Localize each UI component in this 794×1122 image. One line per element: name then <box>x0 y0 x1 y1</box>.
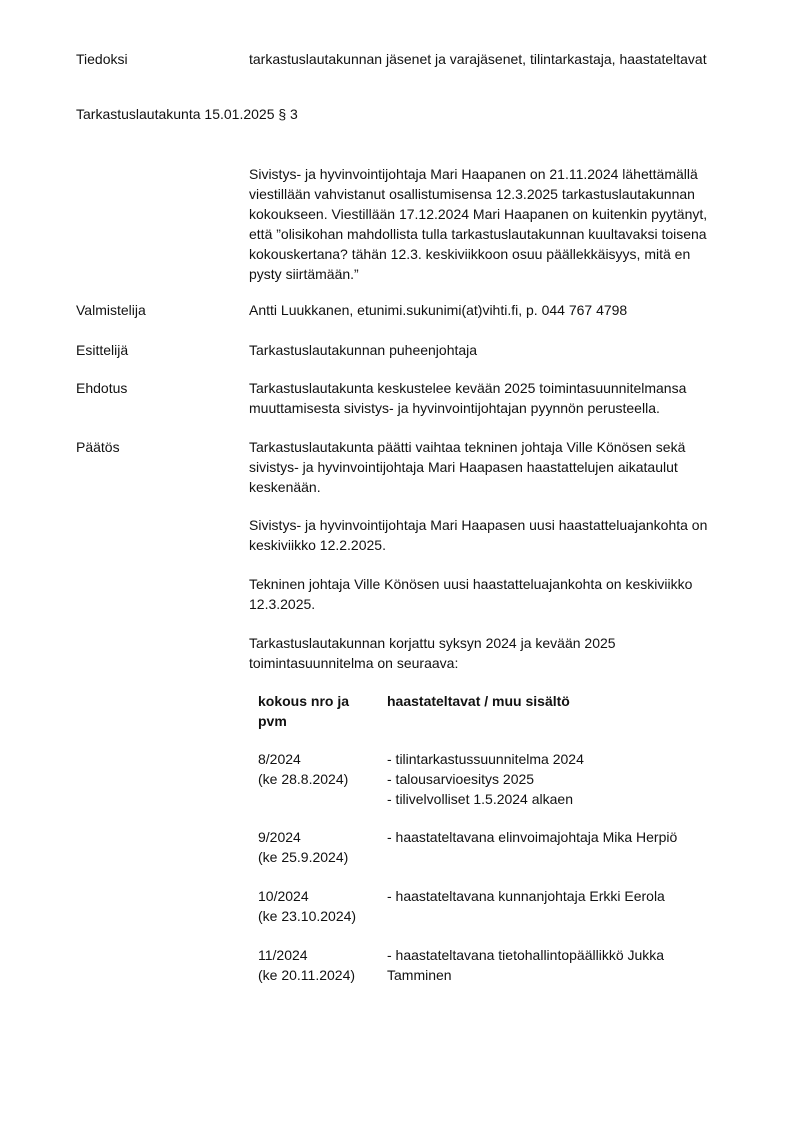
paatos-line: Tarkastuslautakunnan korjattu syksyn 2024 ja kevään 2025 <box>249 635 616 651</box>
schedule-header-meeting <box>258 691 378 731</box>
meeting-cell <box>258 945 378 985</box>
meeting-reference-text: Tarkastuslautakunta 15.01.2025 § 3 <box>76 106 298 122</box>
meeting-number: 8/2024 <box>258 751 301 767</box>
content-cell <box>387 886 727 906</box>
intro-paragraph <box>249 164 744 284</box>
meeting-number: 11/2024 <box>258 947 308 963</box>
header-text: kokous nro ja <box>258 693 350 709</box>
meeting-number: 9/2024 <box>258 829 301 845</box>
content-item: - tilivelvolliset 1.5.2024 alkaen <box>387 791 573 807</box>
paatos-line: keskiviikko 12.2.2025. <box>249 537 386 553</box>
meeting-cell <box>258 886 378 926</box>
paatos-paragraph-1 <box>249 437 744 497</box>
content-item: Tamminen <box>387 967 452 983</box>
paatos-label: Päätös <box>76 439 120 455</box>
paatos-line: 12.3.2025. <box>249 596 316 612</box>
paatos-line: toimintasuunnitelma on seuraava: <box>249 655 459 671</box>
content-item: - haastateltavana elinvoimajohtaja Mika Herpiö <box>387 829 678 845</box>
ehdotus-line: muuttamisesta sivistys- ja hyvinvointijohtajan pyynnön perusteella. <box>249 400 660 416</box>
content-cell <box>387 945 727 985</box>
valmistelija-text: Antti Luukkanen, etunimi.sukunimi(at)vihti.fi, p. 044 767 4798 <box>249 302 628 318</box>
intro-line: kokouskertana? tähän 12.3. keskiviikkoon osuu päällekkäisyys, mitä en <box>249 246 691 262</box>
content-item: - haastateltavana kunnanjohtaja Erkki Eerola <box>387 888 665 904</box>
paatos-line: Tekninen johtaja Ville Könösen uusi haastatteluajankohta on keskiviikko <box>249 576 693 592</box>
valmistelija-label: Valmistelija <box>76 302 146 318</box>
paatos-line: Sivistys- ja hyvinvointijohtaja Mari Haapasen uusi haastatteluajankohta on <box>249 517 708 533</box>
ehdotus-text <box>249 378 744 418</box>
schedule-header-content: haastateltavat / muu sisältö <box>387 693 570 709</box>
paatos-text <box>249 437 744 497</box>
esittelija-label: Esittelijä <box>76 342 129 358</box>
content-item: - haastateltavana tietohallintopäällikkö Jukka <box>387 947 665 963</box>
content-item: - tilintarkastussuunnitelma 2024 <box>387 751 584 767</box>
intro-line: viestillään vahvistanut osallistumisensa 12.3.2025 tarkastuslautakunnan <box>249 186 695 202</box>
meeting-cell <box>258 749 378 789</box>
ehdotus-label: Ehdotus <box>76 380 128 396</box>
meeting-cell <box>258 827 378 867</box>
content-item: - talousarvioesitys 2025 <box>387 771 535 787</box>
content-cell <box>387 827 727 847</box>
meeting-number: 10/2024 <box>258 888 309 904</box>
meeting-reference <box>76 104 754 124</box>
header-text: pvm <box>258 713 287 729</box>
meeting-date: (ke 25.9.2024) <box>258 849 349 865</box>
paatos-line: keskenään. <box>249 479 321 495</box>
tiedoksi-label: Tiedoksi <box>76 51 128 67</box>
meeting-date: (ke 20.11.2024) <box>258 967 356 983</box>
esittelija-text: Tarkastuslautakunnan puheenjohtaja <box>249 342 478 358</box>
meeting-date: (ke 23.10.2024) <box>258 908 357 924</box>
intro-line: että ”olisikohan mahdollista tulla tarkastuslautakunnan kuultavaksi toisena <box>249 226 707 242</box>
tiedoksi-text: tarkastuslautakunnan jäsenet ja varajäsenet, tilintarkastaja, haastateltavat <box>249 51 707 67</box>
ehdotus-line: Tarkastuslautakunta keskustelee kevään 2025 toimintasuunnitelmansa <box>249 380 687 396</box>
content-cell <box>387 749 727 809</box>
intro-line: kokoukseen. Viestillään 17.12.2024 Mari Haapanen on kuitenkin pyytänyt, <box>249 206 708 222</box>
paatos-line: sivistys- ja hyvinvointijohtaja Mari Haapasen haastattelujen aikataulut <box>249 459 678 475</box>
intro-line: Sivistys- ja hyvinvointijohtaja Mari Haapanen on 21.11.2024 lähettämällä <box>249 166 698 182</box>
paatos-line: Tarkastuslautakunta päätti vaihtaa tekninen johtaja Ville Könösen sekä <box>249 439 686 455</box>
meeting-date: (ke 28.8.2024) <box>258 771 349 787</box>
intro-line: pysty siirtämään.” <box>249 266 359 282</box>
